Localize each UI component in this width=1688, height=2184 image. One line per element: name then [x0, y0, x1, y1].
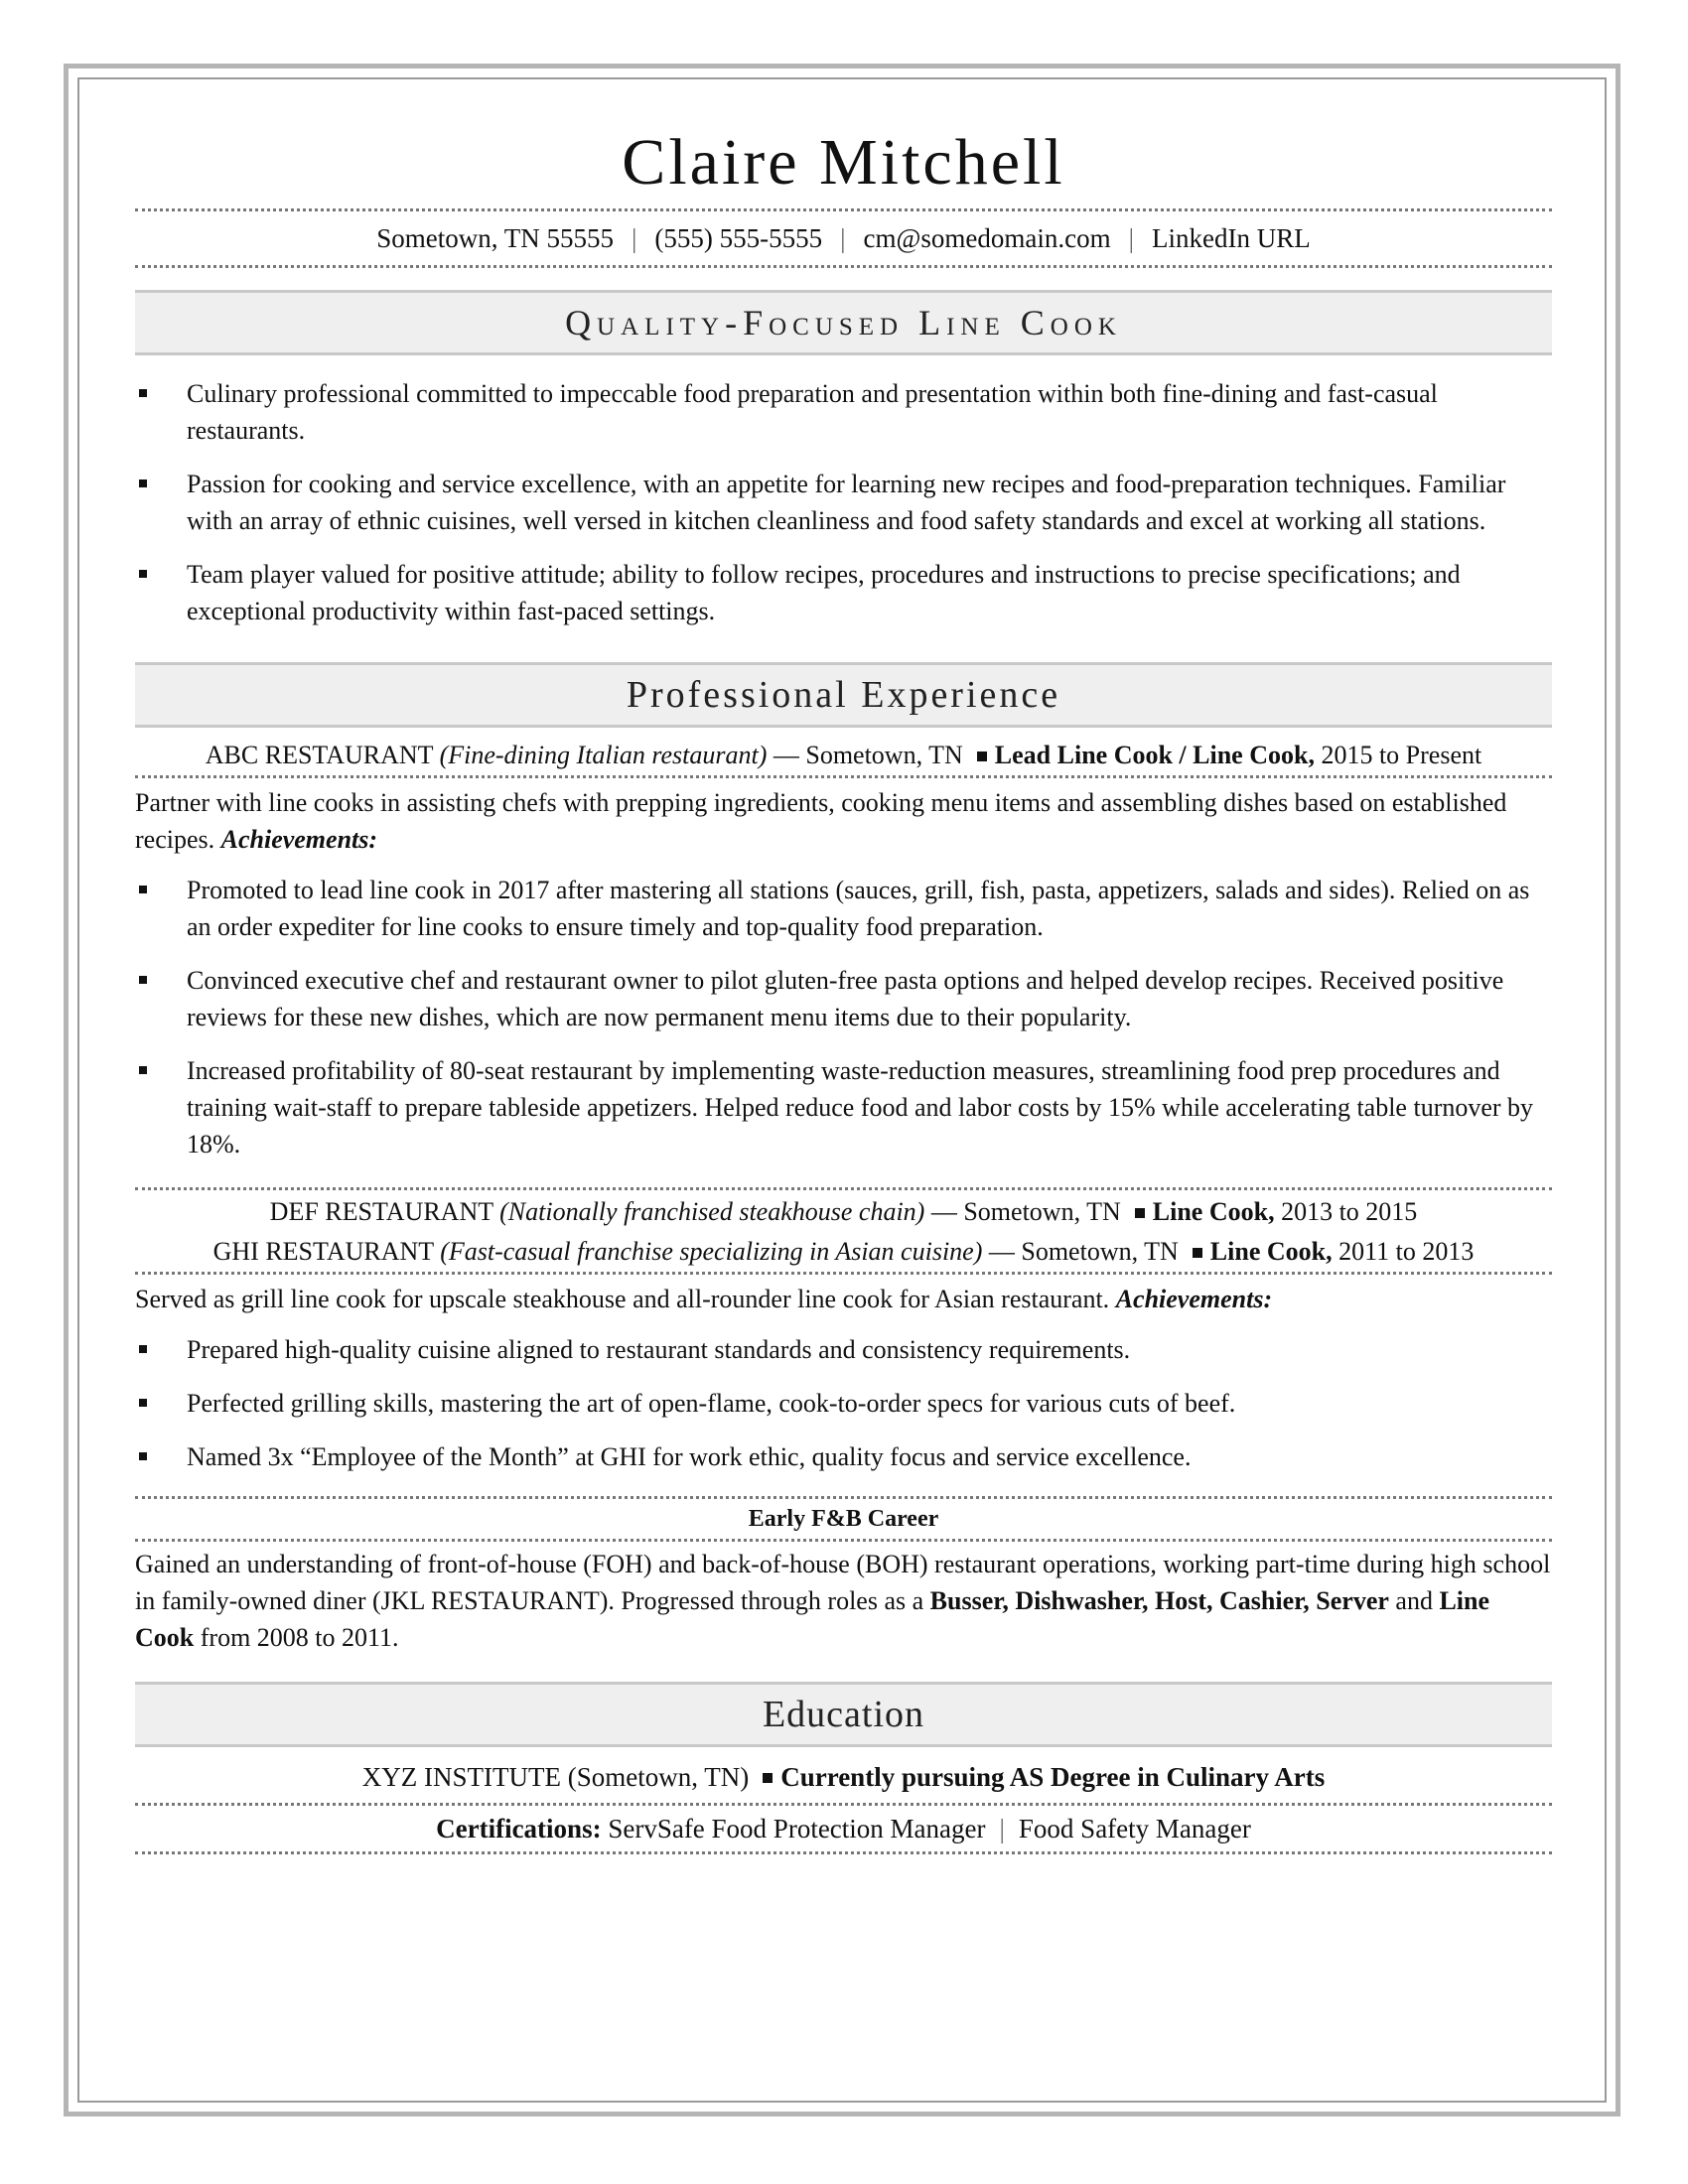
achievement-bullet: Perfected grilling skills, mastering the art of open-flame, cook-to-order specs for various cuts of beef. — [135, 1385, 1552, 1422]
achievement-bullet: Named 3x “Employee of the Month” at GHI for work ethic, quality focus and service excellence. — [135, 1438, 1552, 1475]
job-location: — Sometown, TN — [930, 1197, 1121, 1226]
early-text-part: from 2008 to 2011. — [194, 1623, 399, 1652]
separator: | — [1128, 223, 1135, 253]
divider — [135, 1851, 1552, 1854]
employer-descriptor: (Fine-dining Italian restaurant) — [439, 741, 768, 769]
job-location: — Sometown, TN — [773, 741, 963, 769]
early-text-part: and — [1388, 1586, 1440, 1615]
summary-bullet: Passion for cooking and service excellence, with an appetite for learning new recipes and food-preparation techniques. Familiar with an array of ethnic cuisines, well versed in kitchen cleanliness and food safety standards and excel at working all stations. — [135, 466, 1552, 539]
square-bullet-icon — [1135, 1208, 1145, 1218]
achievement-bullet: Prepared high-quality cuisine aligned to restaurant standards and consistency requirements. — [135, 1331, 1552, 1368]
summary-title: Quality-Focused Line Cook — [565, 303, 1122, 342]
job-header-def — [135, 1192, 1552, 1232]
early-career-text — [135, 1546, 1552, 1656]
employer: GHI RESTAURANT — [212, 1237, 434, 1266]
job-role: Line Cook, — [1152, 1197, 1275, 1226]
job-dates: 2013 to 2015 — [1281, 1197, 1418, 1226]
candidate-name: Claire Mitchell — [622, 126, 1065, 199]
employer: DEF RESTAURANT — [269, 1197, 493, 1226]
contact-line — [135, 211, 1552, 265]
early-last-role: Line Cook — [135, 1586, 1490, 1652]
early-roles: Busser, Dishwasher, Host, Cashier, Server — [929, 1586, 1389, 1615]
contact-location: Sometown, TN 55555 — [376, 223, 614, 253]
certification: ServSafe Food Protection Manager — [608, 1814, 986, 1843]
employer-descriptor: (Fast-casual franchise specializing in Asian cuisine) — [440, 1237, 983, 1266]
job-intro-text: Partner with line cooks in assisting chefs with prepping ingredients, cooking menu items and assembling dishes based on established recipes. — [135, 788, 1507, 854]
achievement-bullet: Convinced executive chef and restaurant owner to pilot gluten-free pasta options and helped develop recipes. Received positive reviews for these new dishes, which are now permanent menu items due to their popularity. — [135, 962, 1552, 1035]
job-header-abc — [135, 736, 1552, 775]
separator: | — [999, 1814, 1005, 1843]
combined-intro — [135, 1281, 1552, 1317]
employer-descriptor: (Nationally franchised steakhouse chain) — [499, 1197, 925, 1226]
achievements-label: Achievements: — [220, 825, 378, 854]
job-role: Lead Line Cook / Line Cook, — [994, 741, 1315, 769]
certifications-label: Certifications: — [436, 1814, 602, 1843]
job-dates: 2015 to Present — [1321, 741, 1482, 769]
contact-phone: (555) 555-5555 — [654, 223, 823, 253]
education-line — [135, 1751, 1552, 1803]
school: XYZ INSTITUTE (Sometown, TN) — [361, 1762, 750, 1792]
job-location: — Sometown, TN — [988, 1237, 1179, 1266]
job-dates: 2011 to 2013 — [1338, 1237, 1475, 1266]
job-role: Line Cook, — [1209, 1237, 1333, 1266]
summary-bullet: Culinary professional committed to impeccable food preparation and presentation within both fine-dining and fast-casual restaurants. — [135, 375, 1552, 449]
contact-linkedin[interactable]: LinkedIn URL — [1152, 223, 1311, 253]
achievement-bullet: Increased profitability of 80-seat restaurant by implementing waste-reduction measures, streamlining food prep procedures and training wait-staff to prepare tableside appetizers. Helped reduce food and labor costs by 15% while accelerating table turnover by 18%. — [135, 1052, 1552, 1162]
summary-bullets — [135, 375, 1552, 629]
job-header-ghi — [135, 1232, 1552, 1272]
education-title: Education — [762, 1694, 925, 1735]
employer: ABC RESTAURANT — [205, 741, 434, 769]
combined-bullets — [135, 1331, 1552, 1475]
achievements-label: Achievements: — [1115, 1285, 1273, 1313]
achievement-bullet: Promoted to lead line cook in 2017 after mastering all stations (sauces, grill, fish, pasta, appetizers, salads and sides). Relied on as an order expediter for line cooks to ensure timely and top-quality food preparation. — [135, 872, 1552, 945]
early-career-title: Early F&B Career — [748, 1506, 939, 1532]
experience-heading-bar — [135, 662, 1552, 728]
job1-bullets — [135, 872, 1552, 1162]
square-bullet-icon — [977, 751, 987, 761]
experience-title: Professional Experience — [626, 674, 1061, 716]
resume-content — [135, 117, 1552, 1854]
education-heading-bar — [135, 1682, 1552, 1747]
separator: | — [632, 223, 637, 253]
certification: Food Safety Manager — [1018, 1814, 1251, 1843]
square-bullet-icon — [763, 1773, 773, 1783]
early-text-part: Gained an understanding of front-of-house (FOH) and back-of-house (BOH) restaurant operations, working part-time during high school in family-owned diner (JKL RESTAURANT). Progressed through roles as a — [135, 1550, 1551, 1615]
job-intro — [135, 784, 1552, 858]
square-bullet-icon — [1193, 1248, 1202, 1258]
certifications-line — [135, 1806, 1552, 1851]
summary-bullet: Team player valued for positive attitude; ability to follow recipes, procedures and instructions to precise specifications; and exceptional productivity within fast-paced settings. — [135, 556, 1552, 629]
degree: Currently pursuing AS Degree in Culinary Arts — [780, 1762, 1326, 1792]
separator: | — [840, 223, 846, 253]
summary-heading-bar — [135, 290, 1552, 355]
contact-email[interactable]: cm@somedomain.com — [863, 223, 1111, 253]
combined-intro-text: Served as grill line cook for upscale steakhouse and all-rounder line cook for Asian restaurant. — [135, 1285, 1110, 1313]
